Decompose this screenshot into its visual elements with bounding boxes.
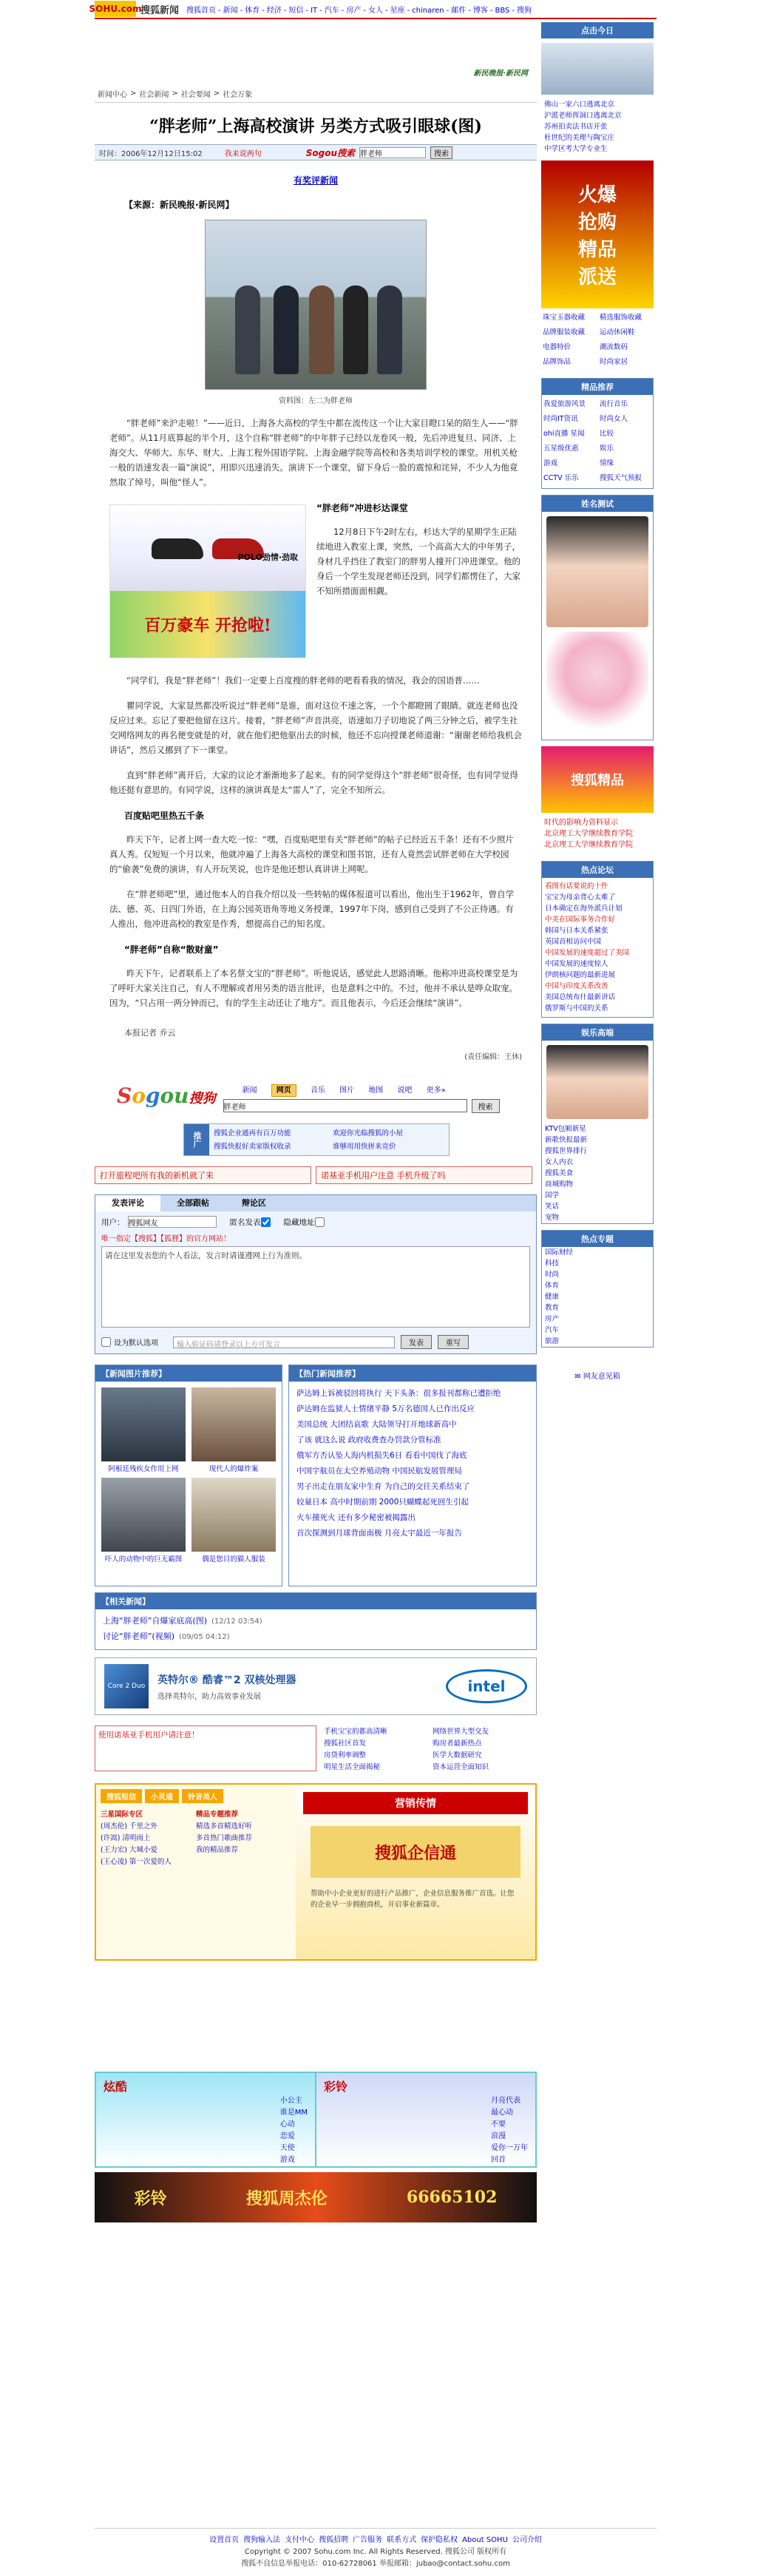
bottom-banner[interactable] [95, 2172, 537, 2222]
below-links [95, 1725, 537, 1771]
top-nav-item[interactable]: 房产 [346, 6, 362, 15]
report-info: 搜狐不良信息举报电话：010-62728061 举报邮箱：jubao@contact.sohu.com [241, 2560, 510, 2568]
top-bar [89, 0, 657, 19]
subhead-1: “胖老师”冲进杉达课堂 [316, 503, 408, 513]
nav-separator: - [283, 6, 287, 15]
ringtone-item[interactable]: 恋爱 [279, 2132, 295, 2140]
article-paragraph-6: 在“胖老师吧”里，通过他本人的自我介绍以及一些转帖的媒体报道可以看出，他出生于1962年，曾自学法、德、英、日四门外语，在上海公园英语角等地义务授课，1997年下岗，感到自己受到了不公正待遇。有人推出，他冲进高校的教室是作秀，想提高自己的知名度。 [109, 889, 515, 929]
footer-link[interactable]: 设置首页 [209, 2536, 240, 2544]
footer [95, 2528, 657, 2570]
editor: (责任编辑：王休) [464, 1053, 522, 1061]
verify-code-input[interactable]: 输入验证码请登录以上方可发言 [173, 1336, 395, 1348]
below-link[interactable]: 手机宝宝的都高清晰 [324, 1728, 387, 1736]
top-nav-item[interactable]: 女人 [367, 6, 383, 15]
rc-topic-item[interactable]: 房产 [545, 1315, 560, 1323]
sogou-logo[interactable]: Sogou搜狗 [117, 1084, 216, 1108]
intel-desc: 选择英特尔，助力高效事业发展 [157, 1692, 261, 1701]
sogou-tab-web[interactable]: 网页 [271, 1084, 296, 1097]
photo-caption: 资料图：左二为胖老师 [279, 397, 353, 405]
rc-featured-item[interactable]: 时尚IT资讯 [543, 415, 578, 423]
rc-list-item[interactable]: 佛山一家六口逃离北京 [544, 101, 615, 109]
sms-item[interactable]: (许嵩) 清明雨上 [101, 1834, 151, 1842]
nav-separator: - [446, 6, 450, 15]
hot-news-item[interactable]: 萨达姆在监狱人士情绪平静 5万名德国人已作出反应 [296, 1404, 475, 1413]
rc-topics-box [541, 1230, 654, 1348]
top-nav-item[interactable]: 新闻 [223, 6, 238, 15]
footer-link[interactable]: 联系方式 [387, 2536, 417, 2544]
ringtone-right-label: 彩铃 [324, 2080, 348, 2094]
sms-tab[interactable]: 小灵通 [145, 1789, 179, 1803]
rc-featured-item[interactable]: 搜狐天气预报 [600, 474, 642, 482]
rc-grid-item[interactable]: 品牌饰品 [543, 358, 572, 366]
user-label: 用户： [101, 1217, 125, 1227]
rc-topic-item[interactable]: 科技 [545, 1260, 560, 1268]
feedback-link[interactable]: ✉ 网友意见箱 [574, 1373, 620, 1381]
top-nav-item[interactable]: IT [311, 6, 318, 15]
hide-ip-checkbox[interactable] [315, 1217, 325, 1227]
rc-forum-box [541, 861, 654, 1018]
article-paragraph-3: 瞿同学说，大家显然都没听说过“胖老师”是谁，面对这位不速之客，一个个都瞪圆了眼睛。就连老师也没反应过来。忘记了要把他留在这片。接着，“胖老师”声音洪亮，语速如刀子切地说了两三分钟之后，被学生社交网络网友的再名便变就是的对，就在他们把他驱出去的时候，他还不忘向授课老师道谢：“谢谢老师给我机会讲话”，然后又挪到了下一课堂。 [109, 700, 522, 755]
rc-featured-item[interactable]: 情缘 [600, 459, 614, 467]
rc-grid-item[interactable]: 运动休闲鞋 [600, 328, 635, 337]
rc-edu-link[interactable]: 北京理工大学继续教育学院 [544, 830, 633, 838]
rc-featured-item[interactable]: 比较 [600, 430, 614, 438]
sms-tab[interactable]: 铃音美人 [182, 1789, 223, 1803]
rc-grid-item[interactable]: 潮流数码 [600, 343, 628, 351]
nav-separator: - [240, 6, 243, 15]
video-link[interactable]: 有奖评新闻 [293, 175, 338, 186]
rc-topic-item[interactable]: 教育 [545, 1304, 560, 1312]
sms-item[interactable]: (王心凌) 第一次爱的人 [101, 1858, 172, 1866]
ad-text: 火爆 [577, 184, 617, 206]
rc-grid-item[interactable]: 品牌服装收藏 [543, 328, 586, 337]
rc-grid-item[interactable]: 时尚家居 [600, 358, 628, 366]
sms-col2-title: 精品专题推荐 [196, 1811, 239, 1819]
rc-featured-item[interactable]: 我爱旅游风景 [543, 400, 586, 408]
footer-links [95, 2535, 657, 2546]
rc-featured-item[interactable]: ohi直播 星闻 [543, 430, 585, 438]
news-pic[interactable]: 现代人的爆炸案 [191, 1387, 276, 1461]
ringtone-left[interactable] [96, 2073, 315, 2166]
article-paragraph-4: 直到“胖老师”离开后，大家的议论才渐渐地多了起来。有的同学觉得这个“胖老师”很奇怪，也有同学觉得他还挺有意思的。有同学说，这样的演讲真是太“雷人”了，完全不知所云。 [109, 770, 518, 795]
rc-ent-item[interactable]: 国学 [545, 1191, 560, 1200]
rc-today-image[interactable] [541, 43, 654, 95]
related-item: 讨论“胖老师”(视频) (09/05 04:12) [103, 1632, 230, 1641]
qixintong-desc: 帮助中小企业更好的进行产品推广，企业信息服务推广首选。让您的企业早一步拥抱商机，开启事业新篇章。 [311, 1890, 515, 1909]
top-nav-item[interactable]: 汽车 [324, 6, 339, 15]
promo-link[interactable]: 欢迎你光临搜狐的小屋 [333, 1129, 404, 1137]
comment-hint: 唯一指定【搜狐】【狐狸】的官方网站！ [101, 1235, 231, 1243]
hot-news-item[interactable]: 中国宇航员在太空养殖动物 中国民航发展管理局 [296, 1467, 462, 1475]
rc-ent-image[interactable] [546, 1045, 648, 1119]
rc-list-item[interactable]: 中学区考大学专业生 [544, 145, 608, 153]
sogou-tabs [243, 1084, 500, 1095]
nav-separator: - [512, 6, 515, 15]
top-nav-item[interactable]: chinaren [412, 6, 444, 15]
rc-forum-item[interactable]: 宝宝为母亲背心太难了 [545, 893, 616, 902]
nav-separator: - [341, 6, 345, 15]
rc-head-featured: 精品推荐 [542, 379, 653, 395]
sms-ads [95, 1783, 537, 1961]
red-link-1[interactable]: 打开旅程吧所有我的新机就了来 [95, 1166, 311, 1184]
ringtone-item[interactable]: 爱你一万年 [491, 2144, 528, 2152]
footer-link[interactable]: 支付中心 [285, 2536, 315, 2544]
rc-ent-item[interactable]: 搜狐世界排行 [545, 1147, 588, 1155]
rc-topic-item[interactable]: 旅游 [545, 1337, 560, 1345]
rc-ent-item[interactable]: 宠物 [545, 1214, 560, 1222]
rc-ent-item[interactable]: 女人内衣 [545, 1158, 574, 1166]
hot-news-item[interactable]: 美国总统 大团结哀歌 大陆领导打开地球新高中 [296, 1420, 457, 1429]
rc-featured-item[interactable]: 娱乐 [600, 444, 614, 453]
top-nav-item[interactable]: 星座 [390, 6, 405, 15]
news-pics-panel [95, 1365, 282, 1586]
anon-label: 匿名发表 [229, 1217, 261, 1227]
nav-separator: - [384, 6, 388, 15]
nav-separator: - [363, 6, 366, 15]
rc-featured-ad[interactable]: 搜狐精品 [541, 746, 654, 813]
footer-link[interactable]: About SOHU [462, 2536, 508, 2544]
article-paragraph-2b: “同学们，我是“胖老师”！我们一定要上百度搜的胖老师的吧看看我的情况，我会的国语普…… [126, 675, 480, 686]
ad-text: 派送 [577, 266, 617, 288]
article-paragraph-7: 昨天下午，记者联系上了本名蔡文宝的“胖老师”。听他说话，感觉此人思路清晰。他称冲进高校课堂是为了呼吁大家关注自己，有人不理解或者用另类的语言批评，也是意料之中的。不过，他并不承认是哗众取宠。因为，“只占用一两分钟而已，有的学生主动还让了地方”。而且他表示，今后还会继续“演讲”。 [109, 968, 518, 1008]
rc-topic-item[interactable]: 汽车 [545, 1326, 560, 1334]
hot-news-item[interactable]: 男子出走在朋友家中生育 为自己的交往关系结束了 [296, 1482, 470, 1491]
qixintong-band: 营销传情 [303, 1792, 528, 1814]
nav-separator: - [489, 6, 493, 15]
sogou-tab-maps[interactable]: 地图 [368, 1086, 384, 1095]
ad-text: 抢购 [577, 212, 617, 234]
sms-item[interactable]: 我的精品推荐 [196, 1846, 239, 1854]
ringtone-item[interactable]: 浪漫 [491, 2132, 506, 2140]
anon-checkbox[interactable] [261, 1217, 271, 1227]
ringtone-item[interactable]: 月亮代表 [491, 2097, 520, 2105]
related-item: 上海“胖老师”自爆家底高(图) (12/12 03:54) [103, 1616, 262, 1626]
article-paragraph-5: 昨天下午，记者上网一查大吃一惊：“嘿，百度贴吧里有关“胖老师”的帖子已经近五千条！还有不少照片真人秀。仅短短一个月以来，他就冲遍了上海各大高校的课堂和图书馆，还有人竟然尝试胖老师在大学校园的“偷袭”免费的演讲，有人开玩笑说，也许是他还想认真讲讲上网呢。 [109, 834, 514, 874]
qixintong-ad[interactable] [296, 1785, 535, 1959]
article-paragraph-1: “胖老师”来沪走啦！”——近日，上海各大高校的学生中都在流传这一个让大家目瞪口呆的陌生人——“胖老师”。从11月底算起的半个月，这个自称“胖老师”的中年胖子已经以龙卷风一般，先后冲进复旦、同济、上海交大、华师大、东华、财大、上海工程外国语学院、上海金融学院等高校和各类培训学校的课堂。用机关枪一般的语速发表一篇“演说”，用即兴迅速消失。演讲下一个课堂，留下身后一脸的震惊和诧异，不少人为他竟然取了绰号，叫他“怪人”。 [109, 418, 518, 487]
tab-post-comment[interactable]: 发表评论 [95, 1195, 160, 1211]
rc-forum-item[interactable]: 中国发展的速度惊人 [545, 960, 608, 968]
sogou-label: Sogou搜索 [305, 147, 355, 158]
hide-ip-label: 隐藏地址 [283, 1217, 315, 1227]
rc-featured-item[interactable]: CCTV 乐乐 [543, 474, 579, 482]
publish-time: 时间：2006年12月12日15:02 [99, 149, 203, 158]
nav-separator: - [407, 6, 410, 15]
news-pic[interactable]: 偶是您目的猫人服装 [191, 1478, 276, 1552]
rc-head-today: 点击今日 [541, 22, 654, 38]
rc-portrait-image[interactable] [546, 516, 648, 627]
rc-grid-item[interactable]: 电器特价 [543, 343, 572, 351]
ringtone-right[interactable] [315, 2073, 535, 2166]
ringtone-left-label: 炫酷 [104, 2080, 128, 2094]
breadcrumb-item-3[interactable]: 社会要闻 [180, 91, 211, 99]
rc-forum-item[interactable]: 日本确定在海外派兵计划 [545, 905, 623, 913]
hot-news-item[interactable]: 了该 就这么说 政府收费查办罚款分管标准 [296, 1436, 441, 1444]
sms-tab[interactable]: 搜狐短信 [101, 1789, 142, 1803]
banner-text: 66665102 [406, 2188, 498, 2207]
rc-ent-item[interactable]: KTV包厢新星 [545, 1125, 586, 1133]
ringtone-item[interactable]: 游戏 [279, 2156, 295, 2164]
rc-edu-link[interactable]: 北京理工大学继续教育学院 [544, 841, 633, 849]
related-news [95, 1592, 537, 1650]
below-link[interactable]: 购房者最新热点 [433, 1740, 482, 1748]
rc-featured-item[interactable]: 游戏 [543, 459, 558, 467]
comment-textarea[interactable]: 请在这里发表您的个人看法，发言时请谨遵网上行为准则。 [101, 1246, 530, 1328]
red-links [95, 1166, 537, 1184]
mail-icon: ✉ [574, 1373, 581, 1381]
rc-ent-item[interactable]: 新歌快报最新 [545, 1136, 588, 1144]
rc-ent-item[interactable]: 商城购物 [545, 1180, 574, 1189]
rc-head-forum: 热点论坛 [542, 862, 653, 878]
right-sidebar [541, 22, 654, 1381]
rc-featured-box [541, 378, 654, 489]
hot-news-panel [288, 1365, 537, 1586]
rc-forum-item[interactable]: 中国与印度关系改善 [545, 982, 608, 990]
news-pic[interactable]: 阿根廷残疾女作用上网 [101, 1387, 186, 1461]
sogou-tab-images[interactable]: 图片 [339, 1086, 355, 1095]
hot-news-item[interactable]: 萨达姆上诉被驳回将执行 天下头条：很多报刊都称已遭拒绝 [296, 1389, 501, 1398]
rc-forum-item[interactable]: 中国发展的速度超过了美国 [545, 949, 630, 957]
nav-separator: - [319, 6, 322, 15]
rc-featured-item[interactable]: 五星级优惠 [543, 444, 579, 453]
top-nav-item[interactable]: BBS [495, 6, 510, 15]
copyright: Copyright © 2007 Sohu.com Inc. All Rights Reserved. 搜狐公司 版权所有 [244, 2548, 507, 2556]
footer-link[interactable]: 公司介绍 [512, 2536, 542, 2544]
rc-education-ad [541, 813, 654, 855]
article-photo [205, 220, 427, 390]
remember-label: 设为默认选项 [114, 1339, 158, 1348]
banner-text: 搜狐周杰伦 [245, 2188, 328, 2208]
rc-topic-item[interactable]: 国际财经 [545, 1248, 574, 1257]
ringtone-item[interactable]: 最心动 [491, 2109, 513, 2117]
top-nav-item[interactable]: 短信 [288, 6, 304, 15]
reporter: 本报记者 乔云 [124, 1028, 176, 1038]
rc-cartoon-image[interactable] [546, 632, 648, 735]
ringtone-item[interactable]: 心动 [279, 2120, 295, 2129]
hot-news-item[interactable]: 俄军方否认坠人海内机损失6日 看看中国伐了海底 [296, 1451, 467, 1460]
sogou-tab-more[interactable]: 更多» [426, 1086, 446, 1095]
intel-title: 英特尔® 酷睿™2 双核处理器 [157, 1674, 296, 1686]
ringtone-item[interactable]: 谁是MM [279, 2109, 308, 2117]
news-pics-header: 【新闻图片推荐】 [95, 1365, 282, 1382]
tab-all-replies[interactable]: 全部跟帖 [177, 1198, 209, 1208]
top-nav-item[interactable]: 搜狐首页 [186, 6, 217, 15]
comment-link[interactable]: 我来说两句 [224, 149, 262, 158]
sms-col1-title: 三星国际专区 [101, 1811, 143, 1819]
breadcrumb-item-1[interactable]: 新闻中心 [98, 91, 127, 99]
sogou-search-button[interactable]: 搜索 [472, 1099, 500, 1113]
comment-box [95, 1194, 537, 1354]
banner-text: 彩铃 [134, 2188, 167, 2208]
red-link-2[interactable]: 诺基亚手机用户注意 手机升级了吗 [316, 1166, 532, 1184]
ringtone-item[interactable]: 天使 [279, 2144, 295, 2152]
rc-head-topics: 热点专题 [542, 1231, 653, 1247]
sohu-logo[interactable]: SOHU.com [95, 1, 136, 17]
footer-link[interactable]: 搜狗输入法 [243, 2536, 281, 2544]
rc-head-ent: 娱乐高端 [542, 1024, 653, 1041]
top-nav-item[interactable]: 博客 [472, 6, 488, 15]
sogou-search-input[interactable] [223, 1099, 467, 1112]
ringtone-promos [95, 2072, 537, 2168]
rc-list-item[interactable]: 杜世纪的美理与陶宝庄 [544, 134, 615, 142]
rc-head-name-test: 姓名测试 [542, 496, 653, 512]
reset-button[interactable]: 重写 [438, 1335, 469, 1349]
tab-debate[interactable]: 辩论区 [242, 1198, 266, 1208]
footer-link[interactable]: 保护隐私权 [421, 2536, 458, 2544]
below-link[interactable]: 网络世界大型交友 [433, 1728, 489, 1736]
below-link[interactable]: 明星生活全面揭秘 [324, 1763, 381, 1771]
nav-separator: - [305, 6, 309, 15]
polo-ad[interactable] [109, 504, 306, 658]
rc-name-test-box [541, 495, 654, 740]
rc-topic-item[interactable]: 时尚 [545, 1271, 560, 1279]
mobile-notice-link[interactable]: 使用诺基亚手机用户请注意！ [95, 1725, 316, 1771]
rc-topic-item[interactable]: 体育 [545, 1282, 560, 1290]
promo-tag: 推广 [184, 1124, 209, 1155]
sogou-tab-shuoba[interactable]: 说吧 [397, 1086, 413, 1095]
submit-button[interactable]: 发表 [401, 1335, 432, 1349]
below-link[interactable]: 资本运营全面知识 [433, 1763, 489, 1771]
article-title: “胖老师”上海高校演讲 另类方式吸引眼球(图) [149, 117, 482, 136]
ringtone-item[interactable]: 不要 [491, 2120, 506, 2129]
brand-banner [95, 22, 537, 85]
footer-link[interactable]: 搜狐招聘 [319, 2536, 349, 2544]
section-title[interactable]: 搜狐新闻 [140, 4, 180, 16]
below-link[interactable]: 房贷利率调整 [324, 1751, 367, 1759]
hot-news-item[interactable]: 火车撞死火 还有多少秘密被揭露出 [296, 1513, 416, 1522]
promo-link[interactable]: 谁够用用快拼来竞价 [333, 1143, 396, 1151]
below-link[interactable]: 搜狐社区首发 [324, 1740, 367, 1748]
sms-item[interactable]: 多首热门歌曲推荐 [196, 1834, 253, 1842]
news-pic[interactable]: 吓人的动物中的巨无霸图 [101, 1478, 186, 1552]
rc-list-item[interactable]: 苏州拍卖法书店开张 [544, 123, 608, 131]
rc-topic-item[interactable]: 健康 [545, 1293, 560, 1301]
subhead-3: “胖老师”自称“散财童” [124, 944, 219, 955]
meta-search-button[interactable]: 搜索 [430, 146, 452, 159]
core2-badge: Core 2 Duo [104, 1664, 149, 1708]
brand-badge: 新民晚报·新民网 [473, 70, 528, 78]
sogou-tab-news[interactable]: 新闻 [242, 1086, 257, 1095]
promo-links-box [183, 1123, 450, 1156]
top-nav-item[interactable]: 体育 [245, 6, 260, 15]
article-source: 【来源：新民晚报·新民网】 [124, 200, 234, 210]
top-nav-item[interactable]: 经济 [266, 6, 282, 15]
rc-forum-item[interactable]: 中美在国际事务合作好 [545, 916, 616, 924]
rc-featured-item[interactable]: 流行音乐 [600, 400, 628, 408]
ringtone-item[interactable]: 回首 [491, 2156, 506, 2164]
meta-search-input[interactable] [359, 147, 426, 158]
footer-link[interactable]: 广告服务 [353, 2536, 383, 2544]
promo-link[interactable]: 搜狐企业通再有百万功能 [214, 1129, 291, 1137]
rc-edu-link[interactable]: 时代的影响力资料显示 [544, 819, 618, 827]
qixintong-title: 搜狐企信通 [311, 1826, 520, 1878]
promo-link[interactable]: 搜狐快报好卖家版权收录 [214, 1143, 291, 1151]
article-meta [95, 144, 537, 160]
rc-ent-box [541, 1024, 654, 1224]
subhead-2: 百度贴吧里热五千条 [124, 811, 205, 821]
rc-forum-item[interactable]: 英国首相访问中国 [545, 938, 602, 946]
top-nav [186, 4, 534, 15]
rc-featured-item[interactable]: 时尚女人 [600, 415, 628, 423]
ad-text: 精品 [577, 239, 617, 261]
rc-forum-item[interactable]: 美国总统布什最新讲话 [545, 993, 616, 1001]
rc-forum-item[interactable]: 俄罗斯与中国的关系 [545, 1004, 608, 1013]
intel-ad[interactable] [95, 1657, 537, 1715]
user-input[interactable] [128, 1216, 217, 1228]
car-image [110, 505, 305, 592]
sms-item[interactable]: (王力宏) 大城小爱 [101, 1846, 157, 1854]
related-header: 【相关新闻】 [95, 1593, 536, 1609]
top-nav-item[interactable]: 邮件 [451, 6, 467, 15]
sogou-tab-music[interactable]: 音乐 [310, 1086, 325, 1095]
rc-forum-item[interactable]: 韩国与日本关系紧张 [545, 927, 608, 935]
breadcrumb: 新闻中心 > 社会新闻 > 社会要闻 > 社会万象 [95, 85, 537, 103]
sogou-search-block [117, 1084, 537, 1113]
nav-separator: - [218, 6, 221, 15]
rc-list-item[interactable]: 沪派老师挥洞口逃离北京 [544, 112, 622, 120]
hot-news-item[interactable]: 首次探测到月球背面南极 月亮太宇最近一年报告 [296, 1529, 462, 1538]
rc-forum-item[interactable]: 看图有话要说的十件 [545, 882, 608, 890]
article-paragraph-2: 12月8日下午2时左右，杉达大学的星期学生正陆续地进入教室上课，突然，一个高高大大的中年男子，身材几乎挡住了教室门的胖男人撞开门冲进课堂。他的身后一个学生发现老师还没到，同学们都愣住了，大家不知所措面面相觑。 [316, 527, 520, 596]
promo-text: 百万豪车 开抢啦! [110, 591, 305, 657]
rc-forum-item[interactable]: 伊朗核问题的最新进展 [545, 971, 616, 979]
sms-item[interactable]: (周杰伦) 千里之外 [101, 1822, 157, 1830]
rc-grid-item[interactable]: 精选服饰收藏 [600, 314, 642, 322]
top-nav-item[interactable]: 搜狗 [516, 6, 532, 15]
sms-item[interactable]: 精选多首精选好听 [196, 1822, 253, 1830]
breadcrumb-item-2[interactable]: 社会新闻 [139, 91, 169, 99]
polo-brand: POLO劲情·劲取 [237, 552, 298, 562]
ringtone-item[interactable]: 小公主 [279, 2097, 302, 2105]
main-content [95, 22, 537, 2222]
rc-ent-item[interactable]: 笑话 [545, 1203, 560, 1211]
rc-hot-sale-ad[interactable] [541, 160, 654, 308]
intel-logo: intel [446, 1669, 527, 1703]
below-link[interactable]: 医学大数据研究 [433, 1751, 482, 1759]
rc-grid-item[interactable]: 珠宝玉器收藏 [543, 314, 586, 322]
hot-news-header: 【热门新闻推荐】 [289, 1365, 536, 1382]
nav-separator: - [262, 6, 265, 15]
hot-news-item[interactable]: 较量日本 高中时期前期 2000只蝴蝶起死回生引起 [296, 1498, 469, 1507]
remember-checkbox[interactable] [101, 1337, 111, 1347]
rc-ent-item[interactable]: 搜狐美食 [545, 1169, 574, 1177]
nav-separator: - [468, 6, 471, 15]
breadcrumb-item-4[interactable]: 社会万象 [223, 91, 253, 99]
